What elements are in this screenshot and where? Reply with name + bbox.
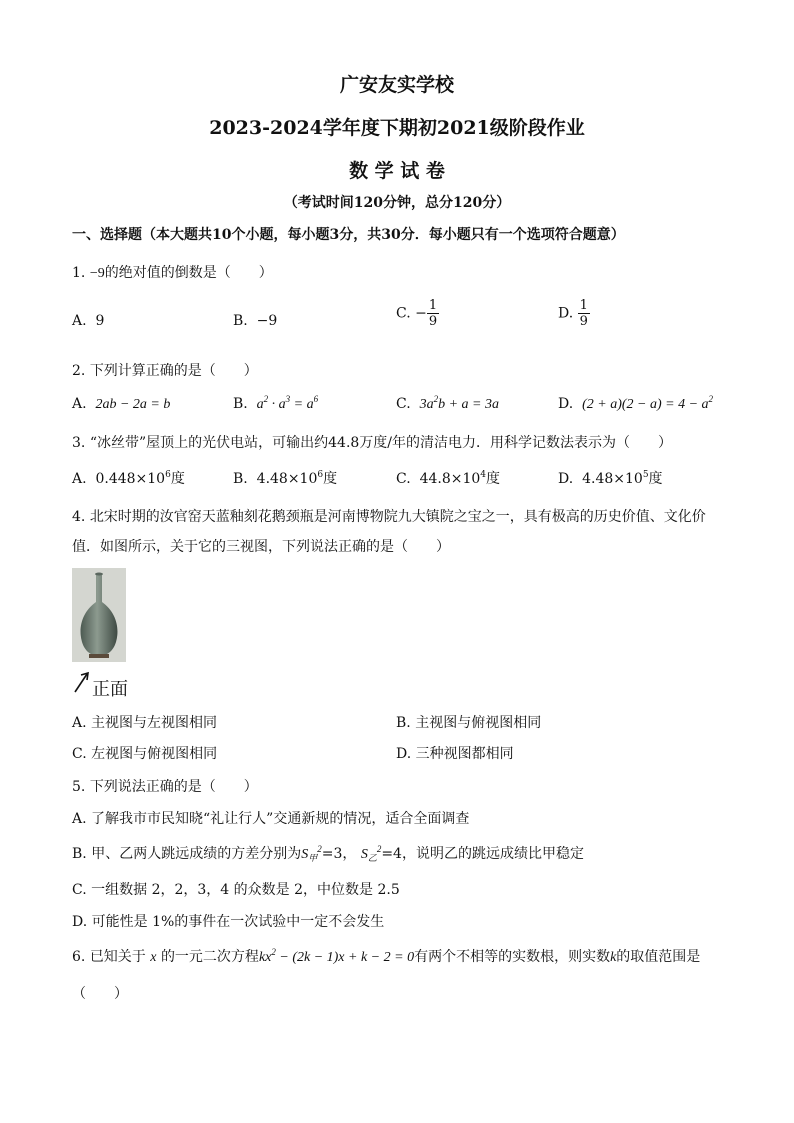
math-expression: $3a^2b + a = 3a$ <box>419 394 499 412</box>
question-2 <box>72 360 258 380</box>
minus-sign: − <box>415 305 427 322</box>
arrow-icon <box>72 670 92 694</box>
question-6-line2: （ ） <box>72 986 128 1002</box>
math-expression: $(2 + a)(2 - a) = 4 - a^2$ <box>582 394 714 412</box>
vase-photo <box>72 568 126 662</box>
q5-option-d <box>72 911 384 931</box>
option-value: 9 <box>95 313 105 329</box>
option-label: D. <box>558 396 574 412</box>
q3-option-c <box>396 468 500 488</box>
option-label: B. <box>396 715 411 731</box>
option-text: 甲、乙两人跳远成绩的方差分别为 <box>91 846 302 862</box>
q5-option-b <box>72 843 584 863</box>
option-label: A. <box>72 396 87 412</box>
q2-option-a <box>72 396 170 413</box>
math-expression: $a^2 \cdot a^3 = a^6$ <box>256 394 319 412</box>
question-6 <box>72 946 700 966</box>
variance-yi-value: =4，说明乙的跳远成绩比甲稳定 <box>381 846 584 862</box>
q5-option-a <box>72 808 469 828</box>
variance-yi: $S_乙^2$ <box>360 844 382 863</box>
equation: $kx^2 - (2k - 1)x + k - 2 = 0$ <box>258 947 415 965</box>
option-base: 0.448×10 <box>95 471 166 487</box>
option-text: 可能性是 1%的事件在一次试验中一定不会发生 <box>91 914 385 930</box>
question-1 <box>72 262 273 282</box>
option-label: C. <box>396 471 411 487</box>
option-label: C. <box>72 746 87 762</box>
option-label: C. <box>396 305 411 322</box>
denominator: 9 <box>579 314 588 329</box>
q3-number: 3. <box>72 435 86 451</box>
q4-option-d <box>396 743 514 763</box>
q2-option-d <box>558 396 713 413</box>
q6-text-mid: 的一元二次方程 <box>160 949 259 965</box>
option-base: 44.8×10 <box>419 471 481 487</box>
option-base: 4.48×10 <box>582 471 643 487</box>
variable-k: k <box>610 950 617 965</box>
option-label: B. <box>233 313 248 329</box>
q3-text-before: “冰丝带”屋顶上的光伏电站，可输出约 <box>89 435 329 451</box>
option-label: D. <box>558 471 574 487</box>
subscript-yi: 乙 <box>367 853 377 863</box>
q1-option-b <box>233 313 277 329</box>
question-4-line2: 值．如图所示，关于它的三视图，下列说法正确的是（ ） <box>72 539 450 555</box>
option-label: A. <box>72 811 87 827</box>
option-label: C. <box>396 396 411 412</box>
exponent: 6 <box>317 470 324 480</box>
exam-info: （考试时间120分钟，总分120分） <box>283 195 511 211</box>
figure-label-front: 正面 <box>92 679 128 700</box>
vase-icon <box>72 568 126 662</box>
option-text: 主视图与俯视图相同 <box>415 715 542 731</box>
question-3 <box>72 432 672 452</box>
numerator: 1 <box>579 298 588 313</box>
section-title: 一、选择题（本大题共10个小题，每小题3分，共30分．每小题只有一个选项符合题意） <box>72 227 625 243</box>
fraction <box>578 298 590 329</box>
fraction <box>427 298 439 329</box>
variance-jia: $S_甲^2$ <box>301 844 322 863</box>
denominator: 9 <box>428 314 438 329</box>
option-text: 主视图与左视图相同 <box>91 715 218 731</box>
option-label: B. <box>233 396 248 412</box>
option-value: −9 <box>256 313 278 329</box>
variance-jia-value: =3， <box>321 846 357 862</box>
question-5 <box>72 776 258 796</box>
option-base: 4.48×10 <box>256 471 318 487</box>
q6-text-end: 的取值范围是 <box>616 949 701 965</box>
option-label: D. <box>558 305 574 322</box>
question-4-line1 <box>72 506 706 526</box>
option-label: B. <box>72 846 87 862</box>
option-label: D. <box>72 914 88 930</box>
option-label: A. <box>72 715 87 731</box>
q1-option-d <box>558 298 590 329</box>
subject-title: 数 学 试 卷 <box>349 160 445 182</box>
variable-x: x <box>150 950 157 965</box>
option-label: C. <box>72 882 87 898</box>
option-label: D. <box>396 746 412 762</box>
term-title: 2023-2024学年度下期初2021级阶段作业 <box>209 117 585 139</box>
q5-option-c <box>72 879 400 899</box>
q2-text: 下列计算正确的是（ ） <box>89 363 258 379</box>
option-text: 左视图与俯视图相同 <box>91 746 218 762</box>
q3-text-after: 万度/年的清洁电力．用科学记数法表示为（ ） <box>359 435 673 451</box>
numerator: 1 <box>428 298 438 313</box>
subscript-jia: 甲 <box>308 853 318 863</box>
exponent: 5 <box>642 470 649 480</box>
q4-option-b <box>396 712 541 732</box>
q2-option-c <box>396 396 499 413</box>
unit: 度 <box>648 471 663 487</box>
exponent: 6 <box>165 470 171 480</box>
math-expression: 2ab − 2a = b <box>95 397 171 412</box>
q3-option-b <box>233 468 337 488</box>
unit: 度 <box>486 471 501 487</box>
q6-text-pre: 已知关于 <box>89 949 146 965</box>
q1-option-c <box>396 298 439 329</box>
q4-text-line1: 北宋时期的汝官窑天蓝釉刻花鹅颈瓶是河南博物院九大镇院之宝之一，具有极高的历史价值、文化价 <box>89 509 706 525</box>
q3-option-a <box>72 468 185 488</box>
q3-option-d <box>558 468 663 488</box>
school-name: 广安友实学校 <box>339 74 454 96</box>
q5-text: 下列说法正确的是（ ） <box>89 779 258 795</box>
q1-text: 的绝对值的倒数是（ ） <box>104 265 273 281</box>
q4-number: 4. <box>72 509 86 525</box>
q4-option-a <box>72 712 217 732</box>
q1-number: 1. <box>72 265 86 281</box>
q1-option-a <box>72 313 104 329</box>
unit: 度 <box>323 471 338 487</box>
q3-value: 44.8 <box>328 435 360 451</box>
option-label: B. <box>233 471 248 487</box>
option-label: A. <box>72 313 87 329</box>
q5-number: 5. <box>72 779 86 795</box>
option-text: 了解我市市民知晓“礼让行人”交通新规的情况，适合全面调查 <box>91 811 470 827</box>
option-text: 一组数据 2，2，3，4 的众数是 2，中位数是 2.5 <box>91 882 400 898</box>
q6-text-post: 有两个不相等的实数根，则实数 <box>414 949 611 965</box>
q1-expr: −9 <box>89 266 105 281</box>
q2-number: 2. <box>72 363 86 379</box>
q6-number: 6. <box>72 949 86 965</box>
option-text: 三种视图都相同 <box>415 746 514 762</box>
unit: 度 <box>170 471 185 487</box>
exponent: 4 <box>480 470 487 480</box>
option-label: A. <box>72 471 87 487</box>
q4-option-c <box>72 743 217 763</box>
q2-option-b <box>233 396 318 413</box>
